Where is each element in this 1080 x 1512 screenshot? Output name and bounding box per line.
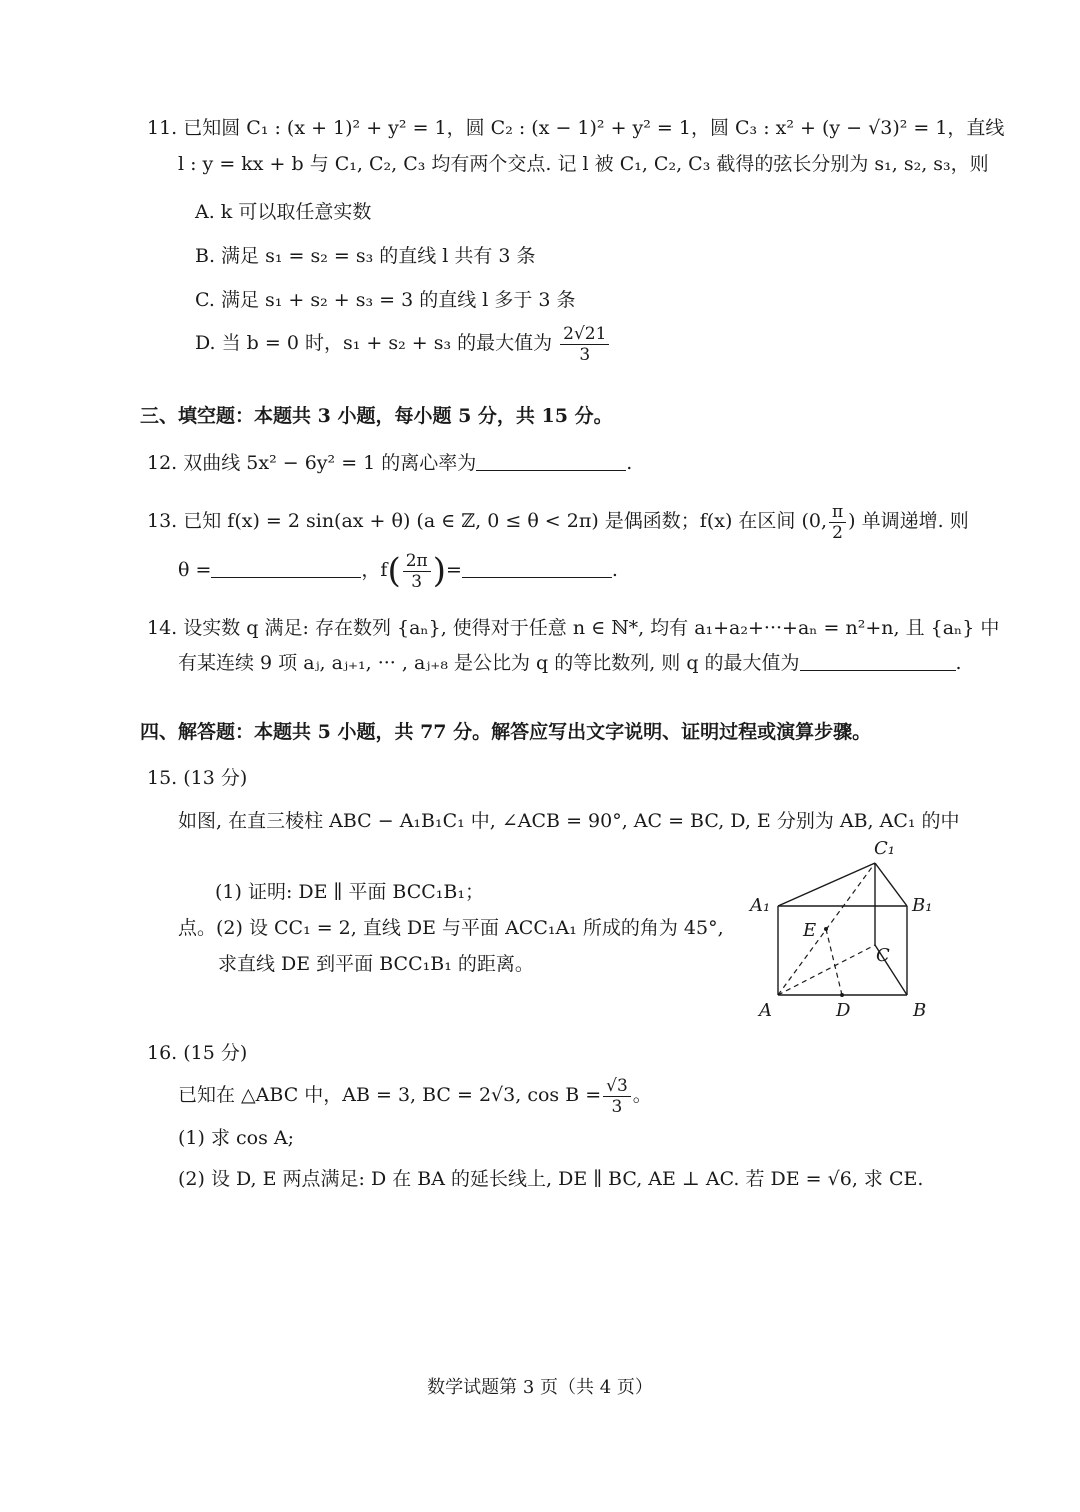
edge-a-c-dashed	[778, 945, 875, 995]
q16-head: 16. (15 分)	[147, 1042, 248, 1064]
q13-line1a: 13. 已知 f(x) = 2 sin(ax + θ) (a ∈ ℤ, 0 ≤ θ < 2π) 是偶函数；f(x) 在区间 (0,	[147, 510, 827, 532]
q11-option-d-fraction	[560, 324, 609, 365]
q13-f-blank	[462, 559, 612, 578]
q13-theta-blank	[211, 559, 361, 578]
q13-f-den: 3	[411, 571, 423, 592]
q12-answer-blank	[476, 452, 626, 471]
q12-end: .	[626, 452, 633, 474]
q15-line1: 如图, 在直三棱柱 ABC − A₁B₁C₁ 中, ∠ACB = 90°, AC = BC, D, E 分别为 AB, AC₁ 的中	[178, 810, 960, 832]
point-d	[840, 993, 844, 997]
edge-a1-c1	[778, 863, 875, 906]
q16-frac-num: √3	[603, 1076, 631, 1097]
q11-option-d-text: D. 当 b = 0 时，s₁ + s₂ + s₃ 的最大值为	[195, 332, 553, 354]
edge-c1-b1	[875, 863, 907, 906]
q14-line2	[178, 650, 962, 676]
right-paren: )	[432, 551, 446, 591]
q13-pi-over-2	[829, 502, 846, 543]
q11-option-d-denominator: 3	[579, 344, 591, 365]
left-paren: (	[387, 551, 401, 591]
q15-part1: (1) 证明: DE ∥ 平面 BCC₁B₁；	[215, 881, 484, 903]
label-a: A	[759, 1000, 772, 1021]
label-b: B	[913, 1000, 927, 1021]
q15-part2: 点。(2) 设 CC₁ = 2, 直线 DE 与平面 ACC₁A₁ 所成的角为 45°,	[178, 917, 724, 939]
q13-end: .	[611, 559, 618, 581]
q14-end: .	[955, 652, 962, 674]
q11-option-b: B. 满足 s₁ = s₂ = s₃ 的直线 l 共有 3 条	[195, 245, 536, 267]
label-e: E	[803, 920, 817, 941]
q12	[147, 450, 632, 476]
q13-frac-num: π	[829, 502, 846, 523]
q13-line1b: ) 单调递增. 则	[848, 510, 969, 532]
label-d: D	[836, 1000, 851, 1021]
q13-frac-den: 2	[832, 522, 843, 543]
q11-line1: 11. 已知圆 C₁ : (x + 1)² + y² = 1，圆 C₂ : (x − 1)² + y² = 1，圆 C₃ : x² + (y − √3)² = 1，直线	[147, 117, 1005, 139]
q16-frac-den: 3	[611, 1096, 623, 1117]
q16-line1	[178, 1072, 652, 1118]
section-4-heading: 四、解答题：本题共 5 小题，共 77 分。解答应写出文字说明、证明过程或演算步骤。	[140, 721, 872, 743]
label-b1: B₁	[912, 895, 933, 916]
q16-cosb-fraction	[603, 1076, 631, 1117]
q13-f-label: ，f	[361, 559, 388, 581]
q12-text: 12. 双曲线 5x² − 6y² = 1 的离心率为	[147, 452, 477, 474]
q13-line2	[178, 543, 618, 598]
q14-line2-text: 有某连续 9 项 aⱼ, aⱼ₊₁, ··· , aⱼ₊₈ 是公比为 q 的等比数列, 则 q 的最大值为	[178, 652, 800, 674]
q16-line1-end: 。	[632, 1084, 652, 1106]
segment-d-e-dashed	[826, 929, 842, 995]
section-3-heading: 三、填空题：本题共 3 小题，每小题 5 分，共 15 分。	[140, 405, 613, 427]
q16-part2: (2) 设 D, E 两点满足: D 在 BA 的延长线上, DE ∥ BC, AE ⊥ AC. 若 DE = √6, 求 CE.	[178, 1168, 924, 1190]
q11-line2: l : y = kx + b 与 C₁, C₂, C₃ 均有两个交点. 记 l 被 C₁, C₂, C₃ 截得的弦长分别为 s₁, s₂, s₃，则	[178, 153, 989, 175]
label-a1: A₁	[750, 895, 771, 916]
q13-line1	[147, 496, 969, 546]
q14-answer-blank	[800, 652, 956, 671]
q15-head: 15. (13 分)	[147, 767, 248, 789]
q11-option-d-numerator: 2√21	[560, 324, 609, 345]
q13-f-num: 2π	[403, 551, 431, 572]
q16-line1-text: 已知在 △ABC 中，AB = 3, BC = 2√3, cos B =	[178, 1084, 602, 1106]
q13-theta: θ =	[178, 559, 212, 581]
q15-part2b: 求直线 DE 到平面 BCC₁B₁ 的距离。	[218, 953, 534, 975]
label-c1: C₁	[874, 838, 895, 859]
q13-equals: =	[445, 559, 462, 581]
page-footer: 数学试题第 3 页（共 4 页）	[427, 1377, 653, 1398]
q11-option-c: C. 满足 s₁ + s₂ + s₃ = 3 的直线 l 多于 3 条	[195, 289, 576, 311]
point-e	[824, 927, 828, 931]
q16-part1: (1) 求 cos A;	[178, 1127, 294, 1149]
q11-option-d	[195, 320, 611, 366]
q13-2pi-over-3	[403, 551, 431, 592]
q14-line1: 14. 设实数 q 满足: 存在数列 {aₙ}, 使得对于任意 n ∈ ℕ*, 均有 a₁+a₂+···+aₙ = n²+n, 且 {aₙ} 中	[147, 617, 1000, 639]
label-c: C	[876, 945, 890, 966]
prism-figure	[740, 836, 960, 1026]
q11-option-a: A. k 可以取任意实数	[195, 201, 372, 223]
